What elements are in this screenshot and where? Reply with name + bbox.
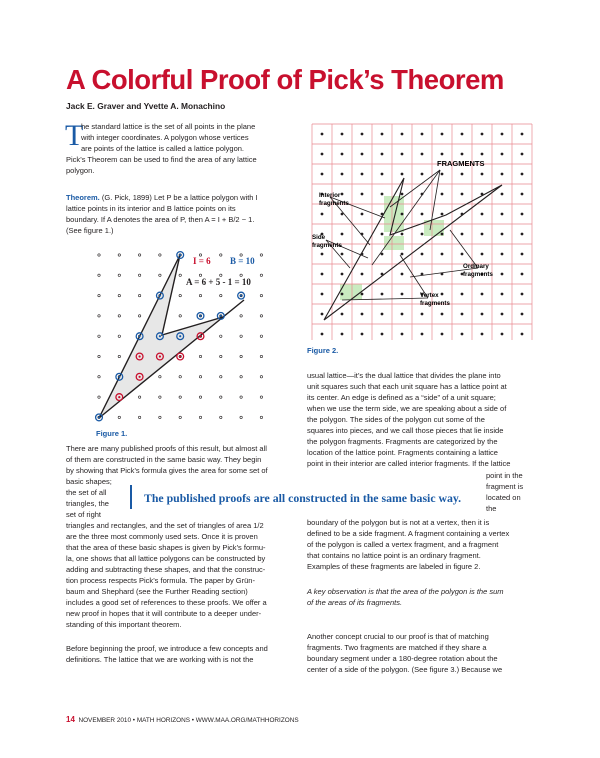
- lattice-point: [381, 233, 384, 236]
- lattice-point: [341, 333, 344, 336]
- lattice-point: [401, 273, 404, 276]
- lattice-point: [441, 173, 444, 176]
- lattice-point: [481, 313, 484, 316]
- lattice-point: [401, 133, 404, 136]
- text-line: its center. An edge is defined as a “side” of a unit square;: [307, 393, 496, 402]
- lattice-point: [521, 193, 524, 196]
- lattice-point: [361, 153, 364, 156]
- lattice-point: [321, 173, 324, 176]
- text-line: standing of this important theorem.: [66, 620, 182, 629]
- lattice-point: [521, 233, 524, 236]
- lattice-point: [341, 273, 344, 276]
- lattice-point: [321, 133, 324, 136]
- theorem-label: Theorem.: [66, 193, 100, 202]
- drop-cap: T: [65, 119, 84, 152]
- text-line: definitions. The lattice that we are working with is not the: [66, 655, 254, 664]
- lattice-point: [421, 133, 424, 136]
- lattice-point: [501, 233, 504, 236]
- lattice-point: [481, 233, 484, 236]
- text-line: basic shapes;: [66, 477, 112, 486]
- lattice-point: [321, 293, 324, 296]
- lattice-point: [441, 193, 444, 196]
- lattice-point: [421, 173, 424, 176]
- lattice-point: [361, 333, 364, 336]
- text-line: the: [486, 504, 497, 513]
- lattice-point: [361, 213, 364, 216]
- text-line: center of a side of the polygon. (See figure 3.) Because we: [307, 665, 503, 674]
- text-line: tion process respects Pick’s formula. The paper by Grün-: [66, 576, 255, 585]
- lattice-point: [341, 133, 344, 136]
- text-line: located on: [486, 493, 521, 502]
- lattice-point: [341, 153, 344, 156]
- lattice-point: [401, 313, 404, 316]
- lattice-point: [501, 213, 504, 216]
- lattice-point: [481, 333, 484, 336]
- text-line: (See figure 1.): [66, 226, 114, 235]
- text-line: the polygon fragments. Fragments are categorized by the: [307, 437, 498, 446]
- lattice-point: [521, 213, 524, 216]
- text-line: with integer coordinates. A polygon whose vertices: [81, 133, 249, 142]
- lattice-point: [521, 333, 524, 336]
- lattice-point: [421, 253, 424, 256]
- lattice-point: [381, 313, 384, 316]
- text-line: unit squares such that each unit square has a lattice point at: [307, 382, 507, 391]
- lattice-point: [401, 173, 404, 176]
- lattice-point: [421, 233, 424, 236]
- lattice-point: [401, 333, 404, 336]
- text-line: point in their interior are called interior fragments. If the lattice: [307, 459, 511, 468]
- lattice-point: [381, 153, 384, 156]
- lattice-point: [361, 193, 364, 196]
- side-fragments-label-2: fragments: [312, 242, 342, 249]
- lattice-point: [401, 233, 404, 236]
- area-formula-label: A = 6 + 5 - 1 = 10: [186, 277, 251, 287]
- lattice-point: [441, 313, 444, 316]
- lattice-point: [501, 313, 504, 316]
- footer-text: NOVEMBER 2010 • MATH HORIZONS • WWW.MAA.ORG/MATHHORIZONS: [78, 717, 299, 724]
- lattice-point: [401, 293, 404, 296]
- lattice-point: [501, 193, 504, 196]
- lattice-point: [361, 293, 364, 296]
- lattice-point: [501, 253, 504, 256]
- lattice-point: [441, 253, 444, 256]
- lattice-point: [441, 153, 444, 156]
- lattice-point: [321, 313, 324, 316]
- lattice-point: [341, 233, 344, 236]
- lattice-point: [441, 293, 444, 296]
- lattice-point: [461, 333, 464, 336]
- right-column-block-2: [307, 517, 547, 572]
- text-line: the polygon. The sides of the polygon cut some of the: [307, 415, 485, 424]
- lattice-point: [361, 173, 364, 176]
- text-line: are points of the lattice is called a lattice polygon.: [81, 144, 245, 153]
- lattice-point: [321, 153, 324, 156]
- figure-2-caption: Figure 2.: [307, 346, 339, 355]
- lattice-point: [481, 293, 484, 296]
- text-line: of them are constructed in the same basic way. They begin: [66, 455, 262, 464]
- text-line: Another concept crucial to our proof is that of matching: [307, 632, 489, 641]
- text-line: that the area of these basic shapes is given by Pick’s formu-: [66, 543, 266, 552]
- text-line: lattice points in its interior and B lattice points on its: [66, 204, 236, 213]
- text-line: Pick’s Theorem can be used to find the area of any lattice: [66, 155, 257, 164]
- lattice-point: [521, 293, 524, 296]
- text-line: (G. Pick, 1899) Let P be a lattice polygon with I: [101, 193, 258, 202]
- text-line: Before beginning the proof, we introduce a few concepts and: [66, 644, 268, 653]
- lattice-point: [521, 253, 524, 256]
- interior-count-label: I = 6: [193, 256, 211, 266]
- vertex-fragments-label: Vertex: [420, 292, 439, 299]
- lattice-point: [521, 313, 524, 316]
- text-line: by showing that Pick’s formula gives the area for some set of: [66, 466, 268, 475]
- lattice-point: [361, 313, 364, 316]
- boundary-count-label: B = 10: [230, 256, 255, 266]
- left-column-block-1: [66, 443, 306, 520]
- lattice-point: [341, 313, 344, 316]
- lattice-point: [461, 193, 464, 196]
- right-column-block-1: [307, 370, 547, 469]
- text-line: adding and subtracting these shapes, and that the construc-: [66, 565, 266, 574]
- lattice-point: [421, 213, 424, 216]
- text-line: squares into pieces, and we call those pieces that lie inside: [307, 426, 504, 435]
- lattice-point: [481, 133, 484, 136]
- lattice-point: [441, 333, 444, 336]
- lattice-point: [501, 293, 504, 296]
- figure-1-caption: Figure 1.: [96, 429, 128, 438]
- text-line: triangles, the: [66, 499, 109, 508]
- lattice-point: [521, 273, 524, 276]
- text-line: new proof in hopes that it will contribute to a deeper under-: [66, 609, 262, 618]
- lattice-point: [461, 233, 464, 236]
- lattice-point: [441, 133, 444, 136]
- lattice-point: [461, 253, 464, 256]
- lattice-point: [441, 233, 444, 236]
- lattice-point: [341, 293, 344, 296]
- text-line: location of the lattice point. Fragments containing a lattice: [307, 448, 498, 457]
- text-line: usual lattice—it’s the dual lattice that divides the plane into: [307, 371, 501, 380]
- right-column-block-3: [307, 586, 547, 608]
- text-line: boundary segment under a 180-degree rotation about the: [307, 654, 498, 663]
- lattice-point: [321, 253, 324, 256]
- text-line: There are many published proofs of this result, but almost all: [66, 444, 267, 453]
- fragments-title: FRAGMENTS: [437, 159, 485, 168]
- text-line: fragment is: [486, 482, 524, 491]
- lattice-point: [381, 173, 384, 176]
- text-line: are the three most commonly used sets. Once it is proven: [66, 532, 258, 541]
- lattice-point: [461, 133, 464, 136]
- right-column-block-4: [307, 631, 547, 675]
- text-line: point in the: [486, 471, 523, 480]
- ordinary-fragments-label: Ordinary: [463, 263, 489, 270]
- text-line: the set of all: [66, 488, 107, 497]
- lattice-point: [401, 153, 404, 156]
- text-line: boundary of the polygon but is not at a vertex, then it is: [307, 518, 490, 527]
- lattice-point: [421, 313, 424, 316]
- text-line: of the polygon is called a vertex fragment, and a fragment: [307, 540, 499, 549]
- text-line: A key observation is that the area of the polygon is the sum: [307, 587, 504, 596]
- lattice-point: [321, 213, 324, 216]
- ordinary-fragments-label-2: fragments: [463, 271, 493, 278]
- text-line: defined to be a side fragment. A fragment containing a vertex: [307, 529, 510, 538]
- lattice-point: [521, 173, 524, 176]
- lattice-point: [321, 333, 324, 336]
- lattice-point: [321, 273, 324, 276]
- lattice-point: [501, 133, 504, 136]
- text-line: polygon.: [66, 166, 95, 175]
- lattice-point: [501, 173, 504, 176]
- lattice-point: [481, 253, 484, 256]
- text-line: that contains no lattice point is an ordinary fragment.: [307, 551, 481, 560]
- lattice-point: [501, 333, 504, 336]
- authors: Jack E. Graver and Yvette A. Monachino: [66, 101, 226, 111]
- left-column-block-3: [66, 643, 306, 665]
- lattice-point: [461, 313, 464, 316]
- pull-quote: The published proofs are all constructed in the same basic way.: [144, 491, 462, 505]
- lattice-point: [381, 133, 384, 136]
- lattice-point: [481, 213, 484, 216]
- left-column-block-2: [66, 520, 306, 630]
- text-line: of the areas of its fragments.: [307, 598, 403, 607]
- lattice-point: [521, 153, 524, 156]
- text-line: set of right: [66, 510, 102, 519]
- pull-quote-bar: [130, 485, 132, 509]
- lattice-point: [341, 193, 344, 196]
- vertex-fragments-label-2: fragments: [420, 300, 450, 307]
- lattice-point: [521, 133, 524, 136]
- text-line: la, one shows that all lattice polygons can be constructed by: [66, 554, 266, 563]
- lattice-point: [501, 273, 504, 276]
- lattice-point: [461, 173, 464, 176]
- text-line: triangles and rectangles, and the set of triangles of area 1/2: [66, 521, 264, 530]
- interior-fragments-label: Interior: [319, 192, 341, 199]
- page-title: A Colorful Proof of Pick’s Theorem: [66, 64, 504, 95]
- lattice-point: [381, 193, 384, 196]
- lattice-point: [401, 253, 404, 256]
- text-line: boundary. If A denotes the area of P, then A = I + B/2 − 1.: [66, 215, 255, 224]
- lattice-point: [461, 293, 464, 296]
- lattice-point: [501, 153, 504, 156]
- text-line: Examples of these fragments are labeled in figure 2.: [307, 562, 481, 571]
- lattice-point: [341, 173, 344, 176]
- lattice-point: [421, 153, 424, 156]
- lattice-point: [381, 293, 384, 296]
- text-line: when we use the term side, we are speaking about a side of: [307, 404, 507, 413]
- lattice-point: [361, 133, 364, 136]
- right-column-wrap: [486, 470, 546, 514]
- lattice-point: [381, 333, 384, 336]
- side-fragments-label: Side: [312, 234, 326, 241]
- lattice-point: [361, 273, 364, 276]
- lattice-point: [461, 153, 464, 156]
- page-footer: [66, 715, 299, 724]
- lattice-point: [441, 213, 444, 216]
- text-line: fragments. Two fragments are matched if they share a: [307, 643, 487, 652]
- interior-fragments-label-2: fragments: [319, 200, 349, 207]
- text-line: includes a good set of references to these proofs. We offer a: [66, 598, 267, 607]
- lattice-point: [401, 213, 404, 216]
- text-line: baum and Shephard (see the Further Reading section): [66, 587, 248, 596]
- lattice-point: [401, 193, 404, 196]
- lattice-point: [341, 253, 344, 256]
- page-number: 14: [66, 715, 75, 724]
- lattice-point: [481, 153, 484, 156]
- lattice-point: [421, 333, 424, 336]
- text-line: he standard lattice is the set of all points in the plane: [81, 122, 256, 131]
- lattice-point: [481, 173, 484, 176]
